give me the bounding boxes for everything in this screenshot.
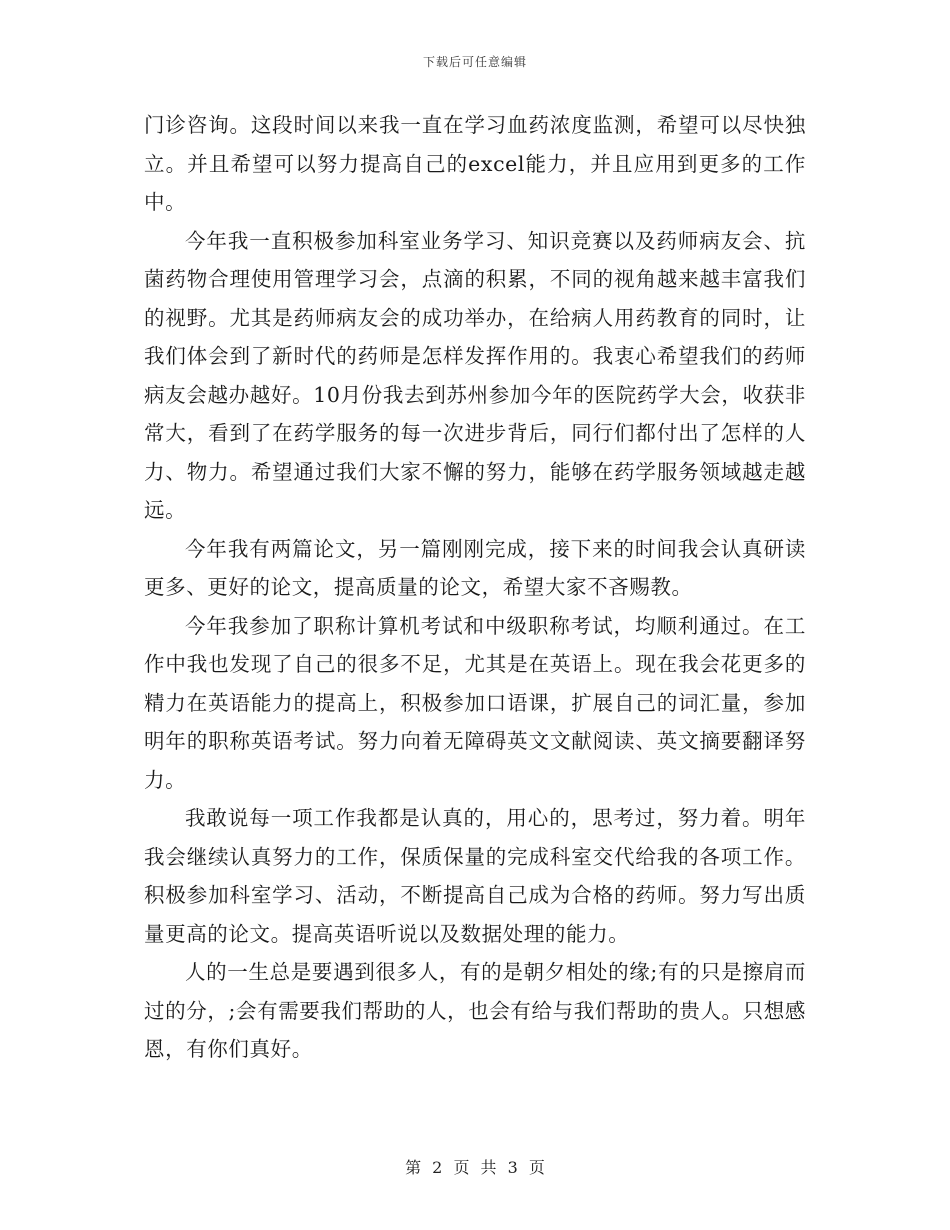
page-header: 下载后可任意编辑 bbox=[422, 55, 527, 69]
document-body bbox=[144, 106, 806, 1069]
paragraph-4: 今年我参加了职称计算机考试和中级职称考试，均顺利通过。在工作中我也发现了自己的很多不足，尤其是在英语上。现在我会花更多的精力在英语能力的提高上，积极参加口语课，扩展自己的词汇量，参加明年的职称英语考试。努力向着无障碍英文文献阅读、英文摘要翻译努力。 bbox=[144, 613, 806, 792]
paragraph-3: 今年我有两篇论文，另一篇刚刚完成，接下来的时间我会认真研读更多、更好的论文，提高质量的论文，希望大家不吝赐教。 bbox=[144, 536, 806, 599]
paragraph-5: 我敢说每一项工作我都是认真的，用心的，思考过，努力着。明年我会继续认真努力的工作，保质保量的完成科室交代给我的各项工作。积极参加科室学习、活动，不断提高自己成为合格的药师。努力写出质量更高的论文。提高英语听说以及数据处理的能力。 bbox=[144, 806, 806, 946]
paragraph-6: 人的一生总是要遇到很多人，有的是朝夕相处的缘;有的只是擦肩而过的分，;会有需要我们帮助的人，也会有给与我们帮助的贵人。只想感恩，有你们真好。 bbox=[144, 960, 806, 1061]
paragraph-2: 今年我一直积极参加科室业务学习、知识竞赛以及药师病友会、抗菌药物合理使用管理学习会，点滴的积累，不同的视角越来越丰富我们的视野。尤其是药师病友会的成功举办，在给病人用药教育的同时，让我们体会到了新时代的药师是怎样发挥作用的。我衷心希望我们的药师病友会越办越好。10月份我去到苏州参加今年的医院药学大会，收获非常大，看到了在药学服务的每一次进步背后，同行们都付出了怎样的人力、物力。希望通过我们大家不懈的努力，能够在药学服务领域越走越远。 bbox=[144, 228, 806, 522]
page-number-footer: 第 2 页 共 3 页 bbox=[405, 1158, 545, 1177]
paragraph-1: 门诊咨询。这段时间以来我一直在学习血药浓度监测，希望可以尽快独立。并且希望可以努力提高自己的excel能力，并且应用到更多的工作中。 bbox=[144, 113, 806, 214]
